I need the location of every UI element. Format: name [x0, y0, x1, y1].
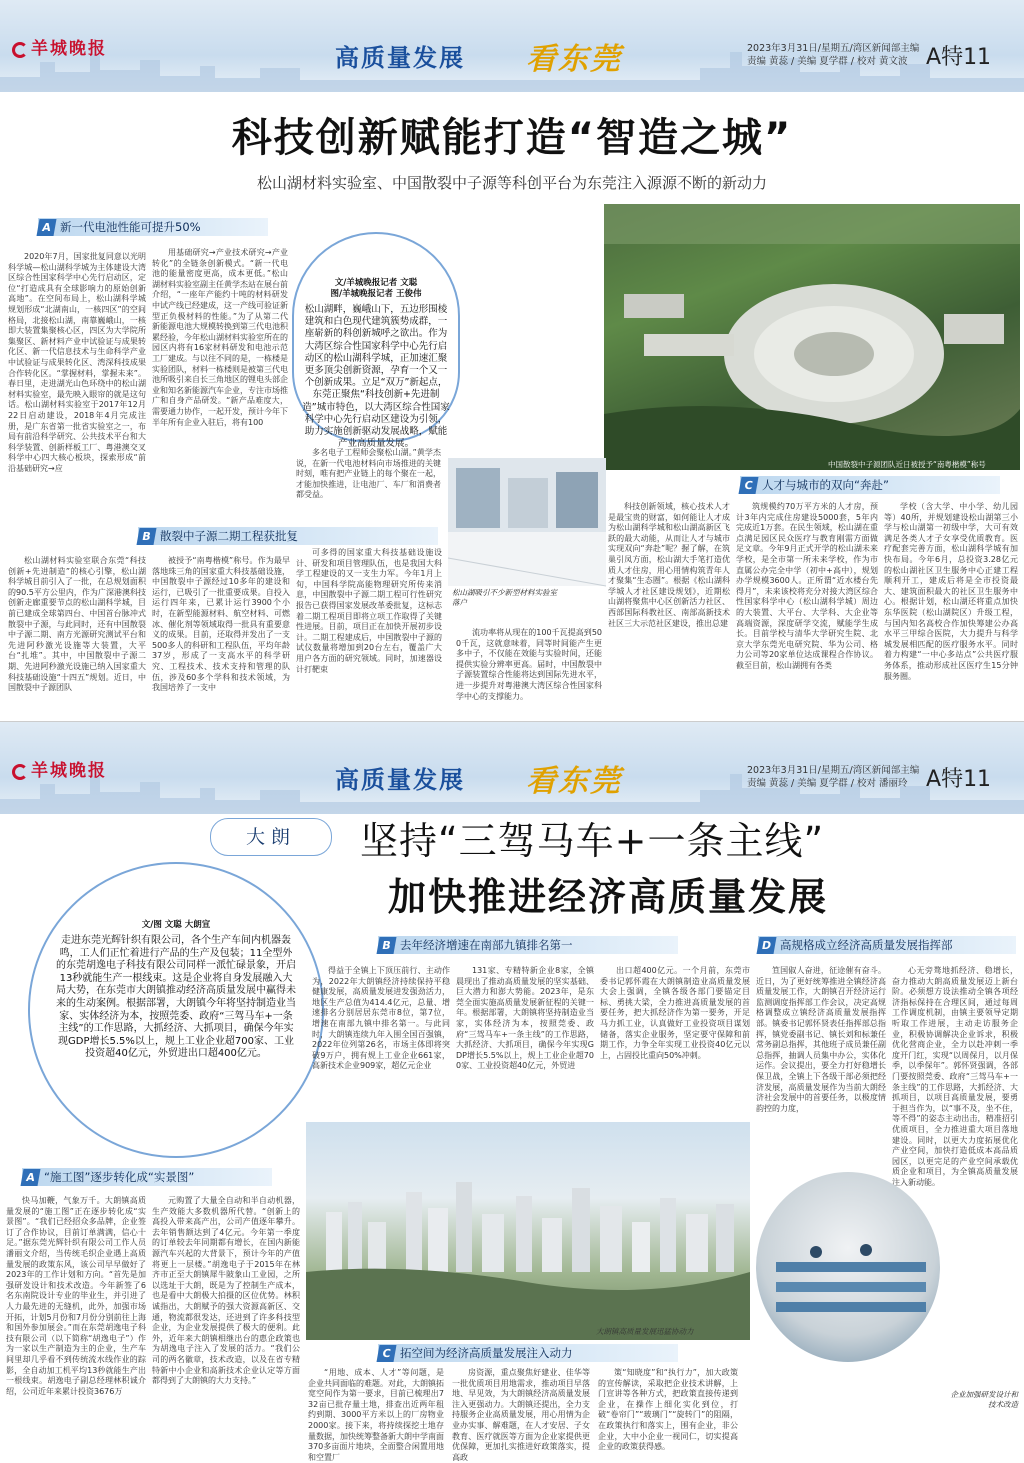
- section-title: 人才与城市的双向“奔赴”: [762, 478, 889, 492]
- section-letter-badge: B: [137, 528, 157, 545]
- lead-text: 松山湖畔，巍峨山下，五边形围棱建筑和白色现代建筑簇势成群，一座崭新的科创新城呼之欲出。作为大湾区综合性国家科学中心先行启动区的松山湖科学城，正加速汇聚更多顶尖创新资源，孕育一个又一个创新成果。立足“双万”新起点，东莞正聚焦“科技创新+先进制造”城市特色，以大湾区综合性国家科学中心先行启动区建设为引领，助力实施创新驱动发展战略，赋能产业高质量发展。: [302, 304, 450, 450]
- section-letter-badge: B: [377, 937, 397, 954]
- logo-emblem-icon: [12, 42, 28, 58]
- photo-caption: 中国散裂中子源团队近日被授予“南粤楷模”称号: [828, 460, 986, 469]
- section-d-header: [758, 936, 1016, 954]
- masthead-editors: 责编 黄蕊 / 美编 夏学群 / 校对 黄文波: [747, 56, 908, 67]
- factory-photo-illustration: [756, 1172, 940, 1362]
- page-banner: [0, 722, 1024, 814]
- lead-summary: 文/羊城晚报记者 文聪 图/羊城晚报记者 王俊伟 松山湖畔，巍峨山下，五边形围棱建筑和白色现代建筑簇势成群，一座崭新的科创新城呼之欲出。作为大湾区综合性国家科学中心先行启动区的松山湖科学城，正加速汇聚更多顶尖创新资源，孕育一个又一个创新成果。立足“双万”新起点，东莞正聚焦“科技创新+先进制造”城市特色，以大湾区综合性国家科学中心先行启动区建设为引领，助力实施创新驱动发展战略，赋能产业高质量发展。: [292, 232, 460, 442]
- section-title: 高质量发展: [335, 44, 465, 72]
- page-headline-line1: 坚持“三驾马车+一条主线”: [360, 819, 825, 863]
- article-column: 策“知晓度”和“执行力”，加大政策的宣传解读，采取把企业技术讲解，上门宣讲等各种方式，把政策直接传递到企业，在操作上细化实化到位，打破“卷帘门”“玻璃门”“旋转门”的阻隔，在政策执行和落实上，围有企业，非公企业，大中小企业一视同仁，切实提高企业的政策获得感。: [598, 1368, 738, 1452]
- page-number: A特11: [926, 45, 992, 70]
- article-column: 出口超400亿元。一个月前，东莞市委书记郭怀霞在大朗镇制造业高质量发展大会上强调，全镇各级各部门要锚定目标、勇挑大梁，全力推进高质量发展的首要任务，把大抓经济作为第一要务，开足马力抓工业，认真做好工业投资项目谋划储备，落实企业服务，坚定要守保障和前期工作，力争全年实现工业投资40亿元以上，占固投比重向50%冲刺。: [600, 966, 750, 1060]
- section-b-header: [378, 936, 678, 954]
- article-column: 被授予“南粤楷模”称号。作为最早落地珠三角的国家重大科技基础设施，中国散裂中子源经过10多年的建设和运行，已吸引了一批重要成果。自投入运行四年来，已累计运行3900个小时，在新型能源材料、航空材料、可燃冰、催化剂等领域取得一批具有重要意义的成果。目前，还取得并发出了一支500多人的科研和工程队伍，平均年龄37岁，形成了一支高水平的科学研究、工程技术、技术支持和管理的队伍，涉及60多个学科和技术领域，为我国培养了一支中: [152, 556, 290, 693]
- factory-photo: [756, 1172, 940, 1362]
- section-letter-badge: C: [739, 477, 759, 494]
- masthead-date: 2023年3月31日/星期五/湾区新闻部主编: [747, 765, 920, 776]
- article-column: 科技创新领域，核心技术人才是最宝贵的财富，如何能让人才成为松山湖科学城和松山湖高新区飞跃的最大动能，从而让人才与城市实现双向“奔赴”呢？握了解，在筑巢引凤方面，松山湖大手笔打造优质人才住房，用心用情构筑青年人才聚集“生态圈”。根据《松山湖科学城人才社区建设规划》，近期松山湖将聚焦中心区创新活力社区、西部国际科教社区、南部高新技术社区三大示范社区建设，推出总建: [608, 502, 730, 628]
- section-subtitle: 看东莞: [526, 764, 622, 799]
- section-title: 去年经济增速在南部九镇排名第一: [400, 938, 573, 952]
- article-column: 心无旁骛地抓经济、稳增长，奋力推动大朗高质量发展迈上新台阶。必须想方设法推动全镇各项经济指标保持在合理区间，通过每周工作调度机制，由镇主要领导定期听取工作进展，主动走访服务企业，积极协调解决企业诉求，积极优化营商企业，全力以赴冲刺一季度开门红，实现“以周保月，以月保季，以季保年”。郭怀贤强调，各部门要按照莞委、政府“三驾马车+一条主线”的工作思路，大抓经济、大抓项目，以项目高质量发展，要勇于担当作为，以“事不及，坐不住，等不得”的姿态主动出击，精准招引优质项目，全力推进重大项目落地建设。同时，以更大力度拓展优化产业空间，加快打造低成本高品质园区，以更完足的产业空间承载优质企业和项目，为全镇高质量发展注入新动能。: [892, 966, 1018, 1187]
- section-letter-badge: C: [377, 1345, 397, 1362]
- section-c-header: [740, 476, 1000, 494]
- page-banner: [0, 0, 1024, 92]
- article-column: 元购置了大量全自动和半自动机器，生产效能大多数机器所代替。“创新上的高投入带来高产出，公司产值逐年攀升。去年销售额达到了4亿元。今年第一季度的订单较去年同期都有增长，在国内新能源汽车兴起的大背景下，预计今年的产值将更上一层楼。”胡逸电子于2015年在林齐市正至大朗镇犀牛陂象山工业园，之所以选址于大朗，既是为了控制生产成本，也是看中大朗极大拍摄的区位优势。林积诚指出，大朗赋予的强大资源高新区、交通，物流都很发达，还进到了许多科技型企业，为企业发展提供了极大的便利。此外，近年来大朗镇相继出台的惠企政策也为胡逸电子注入了发展的活力。“我们公司的两名徽章，技术改造，以及在省专精特新中小企业和高新技术企业认定等方面都得到了大朗镇的大力支持。”: [152, 1196, 300, 1386]
- newspaper-logo: 羊城晚报: [12, 34, 107, 59]
- section-b-header: [138, 527, 438, 545]
- photo-caption: 企业加强研发设计和技术改造: [950, 1390, 1018, 1409]
- article-column: 松山湖材料实验室联合东莞“科技创新+先进制造”的核心引擎，松山湖科学城目前引入了一批，在总规划面积的90.5平方公里内，作为广深港澳科技创新走廊重要节点的松山湖科学城，目前已建成全球第四台、中国首台脉冲式散裂中子源，与此同时，还有中国散裂中子源二期、南方光源研究测试平台和先进阿秒激光设施等大装置，大平台“扎堆”。其中，中国散裂中子源二期、先进阿秒激光设施已纳入国家重大科技基础设施“十四五”规划。近日，中国散裂中子源团队: [8, 556, 146, 693]
- photo-caption: 松山湖吸引不少新型材料实验室落户: [452, 588, 557, 607]
- section-title: 散裂中子源二期工程获批复: [160, 529, 298, 543]
- newspaper-page-bottom: [0, 721, 1024, 1462]
- section-title: 拓空间为经济高质量发展注入动力: [400, 1346, 573, 1360]
- page-subheadline: 松山湖材料实验室、中国散裂中子源等科创平台为东莞注入源源不断的新动力: [256, 174, 767, 192]
- section-letter-badge: A: [37, 219, 57, 236]
- town-label: 大朗: [210, 818, 332, 856]
- logo-emblem-icon: [12, 764, 28, 780]
- article-column: 2020年7月，国家批复同意以光明科学城—松山湖科学城为主体建设大湾区综合性国家科学中心先行启动区，定位“打造成具有全球影响力的原始创新高地”。在空间布局上，松山湖科学城规划形成“北湖南山，一核四区”的空间格局，北接松山湖，南靠巍峨山，一核即大装置集聚核心区，四区为大学院所集聚区、新材料产业中试验证与成果转化区、新一代信息技术与生命科学产业中试验证与成果转化区、湾深科技成果合作转化区。“掌握材料，掌握未来”。春日里，走进湖光山色环绕中的松山湖材料实验室，最先映入眼帘的就是这句话。松山湖材料实验室于2017年12月22日启动建设，2018年4月完成注册，是广东省第一批省实验室之一，布局有前沿科学研究、公共技术平台和大科学装置、创新样板工厂、粤港澳交叉科学中心四大核心板块，探索形成“前沿基础研究→应: [8, 252, 146, 473]
- section-c-header: [378, 1344, 678, 1362]
- section-title: 高规格成立经济高质量发展指挥部: [780, 938, 953, 952]
- section-subtitle: 看东莞: [526, 42, 622, 77]
- section-title: 新一代电池性能可提升50%: [60, 220, 201, 234]
- masthead-info: [747, 42, 919, 68]
- masthead-date: 2023年3月31日/星期五/湾区新闻部主编: [747, 43, 920, 54]
- masthead-info: [747, 764, 919, 790]
- city-skyline-photo: [306, 1122, 750, 1340]
- lead-summary: [28, 862, 324, 1158]
- article-column: “用地、成本、人才”等问题，是企业共同面临的难题。对此，大朗镇拓宽空间作为第一要求，目前已梳理出732亩已批存量土地，排查出近两年租约到期、3000平方米以上的厂房物业2000家。接下来，将持续探挖土地存量数据，加快统筹整备新大朗中学南面370多亩面片地块，全面整合闲置用地和空置厂: [308, 1368, 444, 1462]
- article-column: 快马加鞭，气象万千。大朗镇高质量发展的“施工图”正在逐步转化成“实景图”。“我们已经招众多品牌，企业签订了合作协议，目前订单满满，信心十足。”据东莞光辉针织有限公司工作人员潘丽文介绍，当传统毛织企业遇上高质量发展的政策东风，该公司早早做好了2023年的工作计划和方向。“首先是加强研发设计和技术改造。今年新签了6名东南院设计专业的毕业生，并引进了人力最先进的无缝机，此外，加强市场开拓，计划5月份和7月份分别前往上海和国外参加展会。”而在东莞胡逸电子科技有限公司（以下简称“胡逸电子”）作为一家以生产制造为主的企业，生产车间里却几乎看不到传统流水线作业的踪影，全自动加工机平均13秒就能生产出一根线束。胡逸电子副总经理林积诚介绍，公司近年来累计投资3676万: [6, 1196, 146, 1396]
- masthead-editors: 责编 黄蕊 / 美编 夏学群 / 校对 潘丽玲: [747, 778, 908, 789]
- section-letter-badge: A: [21, 1169, 41, 1186]
- lead-text: 走进东莞光辉针织有限公司，各个生产车间内机器轰鸣，工人们正忙着进行产品的生产及包装；11全型外的东莞胡逸电子科技有限公司同样一派忙碌景象，开启13秒就能生产一根线束。这是企业将自身发展融入大局大势，在东莞市大朗镇推动经济高质量发展中赢得未来的生动案例。根据部署，大朗镇今年将坚持制造业当家、实体经济为本，按照莞委、政府“三驾马车+一条主线”的工作思路，大抓经济、大抓项目，确保今年实现GDP增长5.5%以上，规上工业企业超700家、工业投资超40亿元，外贸进出口超400亿元。: [56, 935, 296, 1060]
- newspaper-logo: 羊城晚报: [12, 756, 107, 781]
- article-column: 筑规模约70万平方米的人才房，预计3年内完成住房建设5000套，5年内完成近1万套。在民生领域，松山湖在重点满足园区民众医疗与教育刚需方面做足文章。今年9月正式开学的松山湖未来学校，是全市第一所未来学校，作为市直属公办完全中学（初中+高中），规划办学规模3600人。正所谓“近水楼台先得月”，未来该校将充分对接大湾区综合性国家科学中心（松山湖科学城）周边的大装置、大平台、大学科、大企业等高端资源，深度研学交流，赋能学生成长。目前学校与清华大学研究生院、北京大学东莞光电研究院、华为公司、格力公司等20家单位达成课程合作协议。截至目前，松山湖拥有各类: [736, 502, 878, 670]
- section-letter-badge: D: [757, 937, 777, 954]
- aerial-photo-illustration: [604, 204, 1020, 470]
- article-column: 笪国俶人奋进，征途催有奋斗。近日，为了更好统筹推进全镇经济高质量发展工作，大朗镇召开经济运行监测调度指挥部工作会议，决定高规格调整成立镇经济高质量发展指挥部。镇委书记郭怀贤表任指挥部总指挥，镇党委副书记、镇长刘和标兼任常务副总指挥，其他班子成员兼任副总指挥，抽调人员集中办公，实体化运作。会议提出，要全力打好稳增长保卫战，全镇上下各级干部必须把经济发展，高质量发展作为当前大朗经济社会发展中的首要任务，以极度情韵控的力度，: [756, 966, 886, 1113]
- section-a-header: [22, 1168, 272, 1186]
- section-a-header: [38, 218, 268, 236]
- article-column: 得益于全镇上下顶压前行、主动作为，2022年大朗镇经济持续保持平稳健康发展，高质量发展进发强劲活力，地区生产总值为414.4亿元，总量、增速排名分别居居东莞市8位，第7位，增速在南部九镇中排名第一。与此同时，大朗镇连续九年入围全国百强镇，2022年位列第26名，市场主体即将突破9万户，拥有规上工业企业661家，高新技术企业909家，超亿元企业: [312, 966, 450, 1071]
- article-column: 房资源，重点聚焦好建业、佳华等一批优质项目用地需求，推动项目早落地、早见效，为大朗镇经济高质量发展注入更强动力。大朗镇还提出，全力支持服务企业高质量发展，用心用情为企业办实事、解难题，在人才安居、子女教育、医疗就医等方面为企业家提供更优保障，更加扎实推进好政策落实，提高政: [452, 1368, 590, 1462]
- lead-byline: 文/图 文聪 大朗宣: [141, 920, 211, 930]
- article-column: 多名电子工程师会聚松山湖。”黄学杰说，在新一代电池材料向市场推进的关键时刻，唯有把产业链上的每个聚在一起，才能加快推进，让电池厂、车厂和消费者都受益。: [296, 448, 441, 500]
- aerial-photo-neutron-source: [604, 204, 1020, 470]
- lab-photo: [448, 458, 606, 586]
- article-column: 131家、专精特新企业8家，全镇晨现出了推动高质量发展的坚实基础、巨大潜力和澎大势能。2023年，是东莞全面实施高质量发展新征程的关键一年。根据部署，大朗镇将坚持制造业当家，实体经济为本，按照莞委、政府“三驾马车+一条主线”的工作思路，大抓经济、大抓项目，确保今年实现GDP增长5.5%以上，规上工业企业超700家、工业投资超40亿元，外贸进: [456, 966, 594, 1071]
- page-number: A特11: [926, 767, 992, 792]
- photo-caption: 大朗镇高质量发展迅猛协动力: [596, 1327, 694, 1336]
- city-photo-illustration: [306, 1122, 750, 1340]
- section-title: “施工图”逐步转化成“实景图”: [44, 1170, 195, 1184]
- page-headline-line2: 加快推进经济高质量发展: [388, 875, 829, 919]
- lab-photo-illustration: [448, 458, 606, 586]
- article-column: 可多得的国家重大科技基础设施设计、研发和项目管理队伍，也是我国大科学工程建设的又一支生力军。今年1月上旬，中国科学院高能物理研究所传来消息，中国散裂中子源二期工程可行性研究报告已获得国家发展改革委批复，这标志着二期工程项目即将立项工作取得了关键性进展。目前，项目正在加快开展初步设计。二期工程建成后，中国散裂中子源的试仪数量将增加到20台左右，覆盖广大用户各方面的研究领域。同时，加速器设计打靶束: [296, 548, 442, 674]
- article-column: 用基础研究→产业技术研究→产业转化”的全链条创新模式。“新一代电池的能量密度更高，成本更低。”松山湖材料实验室副主任黄学杰站在展台前介绍，“一座年产能约十吨的材料研发中试产线已经建成，这一产线可验证新型正负极材料的性能。”为了从第二代新能源电池大规模转换到第三代电池积累经验，今年松山湖材料实验室所在的园区内将有16家材料研发和电池示范工厂建成。与以往不同的是，一栋楼是实验团队，材料一栋楼则是被第三代电池所吸引来自长三角地区的锂电头部企业和知名新能源汽车企业，专注市场推广和自身产品研发。“新产品难度大，需要通力协作，一起开发，预计今年下半年所有企业入驻后，将有100: [152, 248, 288, 427]
- article-column: 流功率将从现在的100千瓦提高到500千瓦，这就意味着，同等时间能产生更多中子，不仅能在效能与实验时间，还能提供实验分辨率更高。届时，中国散裂中子源装置综合性能将达到国际先进水平，进一步提升对粤港澳大湾区综合性国家科学中心的支撑能力。: [456, 628, 602, 701]
- newspaper-page-top: [0, 0, 1024, 721]
- page-headline: 科技创新赋能打造“智造之城”: [231, 115, 793, 161]
- section-title: 高质量发展: [335, 766, 465, 794]
- article-column: 学校（含大学、中小学、幼儿园等）40所，并规划建设松山湖第三小学与松山湖第一初级中学，大可有效满足各类人才子女享受优质教育。医疗配套完善方面，松山湖科学城有加快布局。今年6月，总投资3.28亿元的松山湖社区卫生服务中心正建工程顺利开工，建成后将是全市投资最大、建筑面积最大的社区卫生服务中心。根据计划，松山湖还将重点加快东华医院（松山湖院区）升级工程，与国内知名高校合作加快筹建公办高水平三甲综合医院，大力提升与科学城发展相匹配的医疗服务水平。同时着力构建“一中心多站点”公共医疗服务体系，推动形成社区医疗生15分钟服务圈。: [884, 502, 1018, 681]
